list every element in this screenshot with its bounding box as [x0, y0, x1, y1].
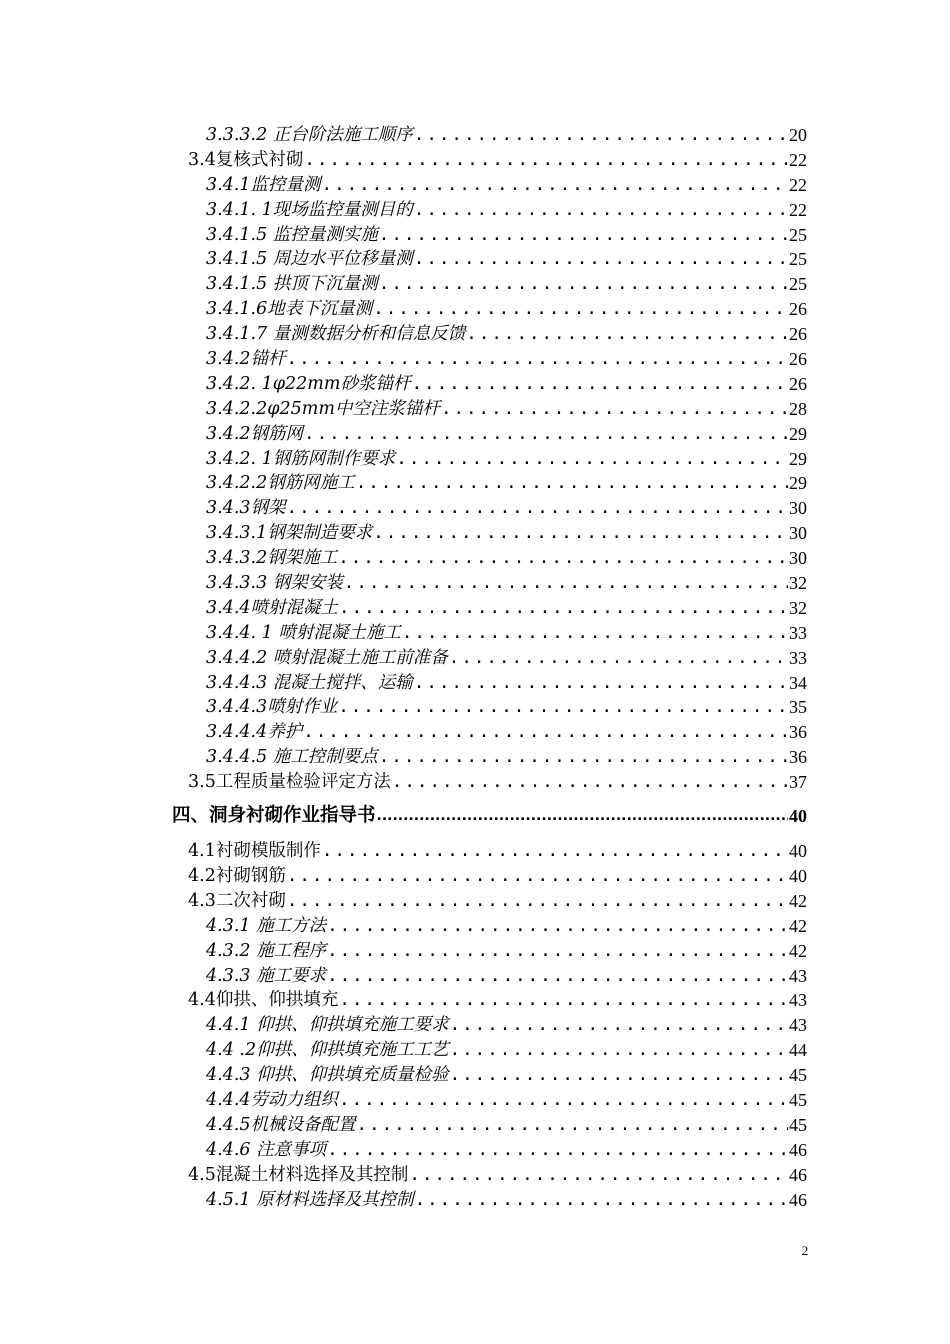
toc-entry[interactable] — [206, 670, 950, 695]
toc-entry[interactable] — [206, 963, 950, 988]
toc-entry-title: 3.4复核式衬砌 — [188, 149, 304, 170]
toc-entry-title: 3.4.2.2φ25mm中空注浆锚杆 — [206, 398, 440, 419]
toc-entry-page-number: 29 — [789, 448, 807, 469]
toc-entry[interactable] — [206, 222, 950, 247]
toc-entry-page-number: 36 — [789, 747, 807, 768]
toc-entry-title: 3.4.3钢架 — [206, 498, 286, 519]
toc-entry-title: 4.5.1 原材料选择及其控制 — [206, 1189, 414, 1210]
toc-entry-title: 4.3.1 施工方法 — [206, 915, 327, 936]
toc-entry[interactable] — [206, 446, 950, 471]
toc-dot-leader — [327, 966, 788, 986]
toc-entry-title: 4.4.4劳动力组织 — [206, 1089, 339, 1110]
toc-dot-leader — [415, 1190, 788, 1210]
toc-entry-page-number: 45 — [789, 1114, 807, 1135]
toc-entry-title: 4.3.2 施工程序 — [206, 940, 327, 961]
toc-entry-page-number: 42 — [789, 915, 807, 936]
toc-entry[interactable] — [188, 147, 950, 172]
toc-dot-leader — [327, 916, 788, 936]
toc-entry-page-number: 29 — [789, 473, 807, 494]
toc-entry[interactable] — [206, 1037, 950, 1062]
toc-entry-page-number: 30 — [789, 498, 807, 519]
toc-entry-page-number: 43 — [789, 990, 807, 1011]
toc-entry-page-number: 43 — [789, 1015, 807, 1036]
toc-entry[interactable] — [206, 271, 950, 296]
toc-dot-leader — [379, 274, 788, 294]
toc-entry[interactable] — [188, 888, 950, 913]
toc-entry-title: 3.4.2. 1φ22mm砂浆锚杆 — [206, 373, 411, 394]
toc-entry-title: 4.4仰拱、仰拱填充 — [188, 990, 339, 1011]
toc-entry[interactable] — [206, 296, 950, 321]
toc-entry[interactable] — [206, 371, 950, 396]
toc-entry-title: 4.4.6 注意事项 — [206, 1139, 327, 1160]
toc-entry[interactable] — [206, 1012, 950, 1037]
page-number: 2 — [801, 1243, 809, 1258]
toc-dot-leader — [339, 598, 788, 618]
toc-entry-page-number: 30 — [789, 548, 807, 569]
toc-dot-leader — [322, 841, 788, 861]
toc-entry-page-number: 45 — [789, 1089, 807, 1110]
toc-entry-page-number: 46 — [789, 1164, 807, 1185]
toc-dot-leader — [356, 473, 788, 493]
toc-entry[interactable] — [188, 838, 950, 863]
toc-dot-leader — [414, 673, 788, 693]
toc-entry-page-number: 25 — [789, 249, 807, 270]
toc-dot-leader — [327, 1140, 788, 1160]
toc-dot-leader — [379, 747, 788, 767]
toc-entry-page-number: 33 — [789, 622, 807, 643]
toc-entry-title: 3.4.1.5 拱顶下沉量测 — [206, 274, 378, 295]
toc-entry-title: 3.4.3.1钢架制造要求 — [206, 523, 373, 544]
toc-dot-leader — [441, 399, 788, 419]
toc-dot-leader — [339, 990, 788, 1010]
toc-entry[interactable] — [206, 197, 950, 222]
toc-entry[interactable] — [206, 913, 950, 938]
toc-entry-page-number: 40 — [789, 806, 807, 827]
toc-dot-leader — [322, 175, 788, 195]
toc-entry[interactable] — [206, 421, 950, 446]
toc-dot-leader — [373, 299, 788, 319]
toc-entry-page-number: 20 — [789, 125, 807, 145]
toc-entry-title: 4.4.1 仰拱、仰拱填充施工要求 — [206, 1015, 449, 1036]
toc-dot-leader — [466, 324, 788, 344]
toc-dot-leader — [338, 548, 788, 568]
toc-entry[interactable] — [206, 321, 950, 346]
toc-entry-title: 3.4.2锚杆 — [206, 349, 286, 370]
toc-dot-leader — [450, 1040, 788, 1060]
toc-dot-leader — [414, 200, 788, 220]
toc-entry-page-number: 45 — [789, 1065, 807, 1086]
toc-entry[interactable] — [206, 620, 950, 645]
toc-entry-page-number: 30 — [789, 523, 807, 544]
toc-entry-title: 3.4.1监控量测 — [206, 174, 321, 195]
toc-entry-title: 3.4.4.4养护 — [206, 722, 303, 743]
toc-entry-title: 3.4.3.3 钢架安装 — [206, 573, 343, 594]
toc-entry[interactable] — [206, 570, 950, 595]
toc-entry[interactable] — [206, 545, 950, 570]
toc-dot-leader — [327, 941, 788, 961]
toc-entry[interactable] — [206, 938, 950, 963]
toc-dot-leader — [414, 125, 788, 145]
toc-entry[interactable] — [206, 595, 950, 620]
toc-entry-page-number: 22 — [789, 199, 807, 220]
toc-dot-leader — [344, 573, 788, 593]
toc-entry-title: 3.4.2.2钢筋网施工 — [206, 473, 355, 494]
toc-entry-page-number: 26 — [789, 324, 807, 345]
toc-entry-title: 四、洞身衬砌作业指导书 — [172, 805, 376, 827]
toc-entry[interactable] — [206, 694, 950, 719]
toc-entry[interactable] — [188, 863, 950, 888]
toc-entry-title: 4.1衬砌模版制作 — [188, 841, 321, 862]
toc-dot-leader — [304, 424, 788, 444]
toc-entry-page-number: 26 — [789, 299, 807, 320]
toc-entry-title: 4.5混凝土材料选择及其控制 — [188, 1164, 409, 1185]
toc-entry-title: 3.4.4喷射混凝土 — [206, 597, 339, 618]
toc-entry-title: 3.4.2钢筋网 — [206, 423, 304, 444]
table-of-contents — [0, 122, 950, 1211]
toc-entry-page-number: 26 — [789, 373, 807, 394]
toc-entry-title: 3.4.4.3喷射作业 — [206, 697, 338, 718]
toc-dot-leader — [450, 1015, 788, 1035]
toc-entry-page-number: 28 — [789, 398, 807, 419]
toc-entry-title: 3.4.1.7 量测数据分析和信息反馈 — [206, 324, 466, 345]
toc-entry-title: 3.4.1.5 监控量测实施 — [206, 224, 378, 245]
toc-entry[interactable] — [206, 122, 950, 147]
toc-dot-leader — [287, 891, 788, 911]
toc-entry-title: 3.4.3.2钢架施工 — [206, 548, 338, 569]
toc-dot-leader — [402, 623, 788, 643]
toc-entry-page-number: 29 — [789, 423, 807, 444]
toc-entry-page-number: 34 — [789, 672, 807, 693]
toc-entry[interactable] — [206, 470, 950, 495]
toc-entry[interactable] — [206, 246, 950, 271]
toc-entry[interactable] — [188, 1162, 950, 1187]
toc-dot-leader — [379, 225, 788, 245]
toc-dot-leader — [304, 150, 788, 170]
toc-entry-page-number: 40 — [789, 865, 807, 886]
toc-entry-page-number: 37 — [789, 772, 807, 793]
toc-entry-page-number: 22 — [789, 174, 807, 195]
toc-dot-leader — [450, 1065, 788, 1085]
toc-entry-title: 3.4.4.5 施工控制要点 — [206, 747, 378, 768]
toc-entry[interactable] — [172, 794, 950, 838]
toc-dot-leader — [414, 249, 788, 269]
toc-entry-page-number: 33 — [789, 647, 807, 668]
toc-dot-leader — [392, 772, 788, 792]
toc-entry-title: 4.4.5机械设备配置 — [206, 1114, 356, 1135]
toc-dot-leader — [338, 697, 788, 717]
toc-dot-leader — [287, 866, 788, 886]
toc-entry-page-number: 42 — [789, 940, 807, 961]
toc-entry-page-number: 25 — [789, 224, 807, 245]
toc-entry[interactable] — [206, 1062, 950, 1087]
toc-entry[interactable] — [206, 1187, 950, 1212]
toc-entry[interactable] — [206, 1112, 950, 1137]
toc-entry-title: 3.4.4.3 混凝土搅拌、运输 — [206, 672, 413, 693]
toc-entry-page-number: 25 — [789, 274, 807, 295]
toc-entry[interactable] — [206, 520, 950, 545]
toc-entry-page-number: 44 — [789, 1040, 807, 1061]
toc-entry[interactable] — [206, 719, 950, 744]
toc-entry-title: 4.2衬砌钢筋 — [188, 865, 286, 886]
toc-entry-title: 3.4.4.2 喷射混凝土施工前准备 — [206, 647, 448, 668]
toc-entry-title: 3.3.3.2 正台阶法施工顺序 — [206, 125, 413, 145]
toc-dot-leader — [449, 648, 788, 668]
toc-entry[interactable] — [188, 987, 950, 1012]
toc-entry-page-number: 40 — [789, 841, 807, 862]
toc-dot-leader — [377, 806, 788, 826]
toc-dot-leader — [303, 722, 788, 742]
toc-entry[interactable] — [206, 1087, 950, 1112]
toc-entry[interactable] — [206, 396, 950, 421]
toc-entry-title: 4.4.3 仰拱、仰拱填充质量检验 — [206, 1065, 449, 1086]
toc-entry-title: 3.4.2. 1钢筋网制作要求 — [206, 448, 396, 469]
toc-entry[interactable] — [206, 346, 950, 371]
toc-entry-title: 3.4.1.6地表下沉量测 — [206, 299, 373, 320]
toc-entry-page-number: 26 — [789, 349, 807, 370]
toc-entry-title: 3.4.1. 1现场监控量测目的 — [206, 199, 413, 220]
toc-entry-page-number: 32 — [789, 573, 807, 594]
toc-dot-leader — [357, 1115, 788, 1135]
toc-entry[interactable] — [206, 1137, 950, 1162]
toc-entry-page-number: 36 — [789, 722, 807, 743]
toc-entry-page-number: 46 — [789, 1189, 807, 1210]
toc-entry-page-number: 43 — [789, 965, 807, 986]
toc-entry-title: 4.3二次衬砌 — [188, 890, 286, 911]
toc-entry[interactable] — [206, 172, 950, 197]
toc-dot-leader — [412, 374, 789, 394]
toc-entry-title: 4.3.3 施工要求 — [206, 965, 327, 986]
toc-entry-page-number: 22 — [789, 149, 807, 170]
toc-dot-leader — [409, 1165, 788, 1185]
toc-dot-leader — [287, 498, 788, 518]
toc-entry[interactable] — [206, 645, 950, 670]
toc-entry-title: 3.5工程质量检验评定方法 — [188, 772, 391, 793]
toc-entry-title: 3.4.4. 1 喷射混凝土施工 — [206, 622, 401, 643]
toc-entry-page-number: 32 — [789, 597, 807, 618]
toc-entry[interactable] — [206, 495, 950, 520]
toc-entry-page-number: 42 — [789, 890, 807, 911]
toc-dot-leader — [287, 349, 788, 369]
toc-dot-leader — [339, 1090, 788, 1110]
toc-dot-leader — [373, 523, 788, 543]
toc-entry-page-number: 46 — [789, 1139, 807, 1160]
toc-entry-title: 4.4 .2仰拱、仰拱填充施工工艺 — [206, 1040, 449, 1061]
toc-entry-title: 3.4.1.5 周边水平位移量测 — [206, 249, 413, 270]
toc-dot-leader — [396, 449, 788, 469]
toc-entry[interactable] — [188, 769, 950, 794]
toc-entry[interactable] — [206, 744, 950, 769]
toc-entry-page-number: 35 — [789, 697, 807, 718]
